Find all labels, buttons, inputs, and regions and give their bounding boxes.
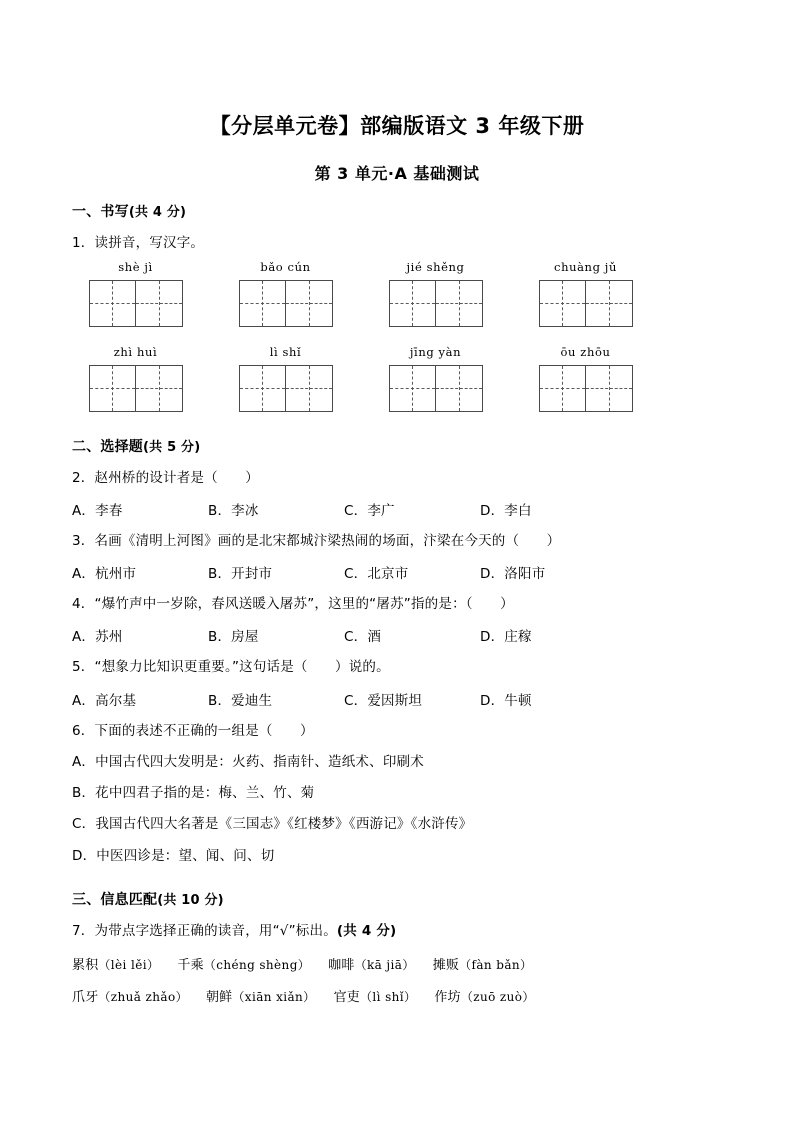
pinyin-choice-item[interactable] bbox=[433, 958, 533, 973]
pinyin-options: （kā jiā） bbox=[354, 958, 415, 973]
option-b[interactable]: B．房屋 bbox=[208, 629, 259, 646]
tianzige-cell[interactable] bbox=[286, 280, 333, 327]
word-label: 官吏 bbox=[333, 990, 360, 1006]
word-label: 累积 bbox=[72, 958, 99, 974]
tianzige-cell[interactable] bbox=[436, 365, 483, 412]
question-4-number: 4． bbox=[72, 596, 95, 613]
question-5-text: “想象力比知识更重要。”这句话是（ ）说的。 bbox=[94, 659, 390, 676]
tianzige-pair bbox=[222, 365, 349, 412]
word-label: 咖啡 bbox=[328, 958, 355, 974]
option-b[interactable]: B．开封市 bbox=[208, 566, 273, 583]
pinyin-label: jié shěng bbox=[406, 259, 465, 274]
pinyin-options: （fàn bǎn） bbox=[459, 958, 533, 973]
question-6 bbox=[72, 721, 722, 741]
question-5-number: 5． bbox=[72, 659, 95, 676]
question-7-text: 为带点字选择正确的读音，用“√”标出。 bbox=[94, 922, 337, 939]
word-label: 摊贩 bbox=[432, 958, 460, 974]
question-4 bbox=[72, 594, 722, 614]
pinyin-choice-item[interactable] bbox=[334, 990, 417, 1005]
pinyin-choice-item[interactable] bbox=[177, 958, 310, 973]
pinyin-options: （lèi lěi） bbox=[98, 958, 160, 973]
pinyin-options: （zuō zuò） bbox=[460, 990, 535, 1005]
section-score-label: (共 4 分) bbox=[128, 205, 187, 221]
word-label: 作坊 bbox=[434, 990, 461, 1006]
option-a[interactable]: A．中国古代四大发明是：火药、指南针、造纸术、印刷术 bbox=[72, 753, 424, 770]
tianzige-pair bbox=[72, 365, 199, 412]
pinyin-choice-item[interactable] bbox=[434, 990, 534, 1005]
pinyin-label: zhì huì bbox=[113, 344, 158, 359]
pinyin-choice-item[interactable] bbox=[206, 990, 316, 1005]
option-b[interactable]: B．爱迪生 bbox=[208, 692, 273, 709]
pinyin-choice-item[interactable] bbox=[72, 990, 188, 1005]
option-a[interactable]: A．李春 bbox=[72, 502, 123, 519]
question-5 bbox=[72, 657, 722, 677]
tianzige-cell[interactable] bbox=[436, 280, 483, 327]
option-b[interactable]: B．李冰 bbox=[208, 502, 259, 519]
pinyin-options: （chéng shèng） bbox=[203, 958, 311, 973]
word-label: 千乘 bbox=[177, 958, 204, 974]
option-a[interactable]: A．苏州 bbox=[72, 629, 123, 646]
question-6-number: 6． bbox=[72, 722, 95, 739]
pinyin-label: bǎo cún bbox=[260, 259, 311, 274]
option-c[interactable]: C．爱因斯坦 bbox=[344, 692, 423, 709]
option-c[interactable]: C．酒 bbox=[344, 629, 382, 646]
page-subtitle: 第 3 单元·A 基础测试 bbox=[314, 164, 480, 184]
tianzige-cell[interactable] bbox=[239, 365, 286, 412]
option-c[interactable]: C．李广 bbox=[344, 502, 395, 519]
writing-grid-group bbox=[222, 260, 349, 327]
word-label: 爪牙 bbox=[72, 990, 99, 1006]
tianzige-cell[interactable] bbox=[89, 365, 136, 412]
question-4-text: “爆竹声中一岁除，春风送暖入屠苏”，这里的“屠苏”指的是：（ ） bbox=[94, 596, 514, 613]
pinyin-label: shè jì bbox=[118, 259, 153, 274]
tianzige-pair bbox=[222, 280, 349, 327]
question-1 bbox=[72, 233, 722, 253]
option-d[interactable]: D．洛阳市 bbox=[480, 566, 546, 583]
tianzige-pair bbox=[72, 280, 199, 327]
writing-grid-block bbox=[72, 260, 722, 412]
pinyin-label: jīng yàn bbox=[409, 344, 462, 359]
pinyin-choice-row bbox=[72, 954, 722, 973]
section-heading-label: 三、信息匹配 bbox=[72, 891, 158, 908]
writing-grid-group bbox=[372, 345, 499, 412]
tianzige-cell[interactable] bbox=[389, 280, 436, 327]
tianzige-cell[interactable] bbox=[586, 365, 633, 412]
writing-grid-row bbox=[72, 260, 722, 327]
writing-grid-group bbox=[372, 260, 499, 327]
question-5-options bbox=[72, 689, 722, 709]
section-heading-label: 一、书写 bbox=[72, 204, 129, 221]
question-1-number: 1． bbox=[72, 235, 95, 252]
tianzige-cell[interactable] bbox=[539, 365, 586, 412]
section-score-label: (共 5 分) bbox=[143, 439, 201, 455]
tianzige-cell[interactable] bbox=[286, 365, 333, 412]
section-header-multiple-choice bbox=[72, 436, 722, 456]
option-c[interactable]: C．北京市 bbox=[344, 566, 409, 583]
writing-grid-group bbox=[522, 260, 649, 327]
writing-grid-group bbox=[522, 345, 649, 412]
question-7 bbox=[72, 921, 722, 941]
pinyin-options: （zhuǎ zhǎo） bbox=[98, 990, 188, 1005]
tianzige-cell[interactable] bbox=[539, 280, 586, 327]
tianzige-cell[interactable] bbox=[136, 365, 183, 412]
tianzige-pair bbox=[522, 365, 649, 412]
tianzige-pair bbox=[372, 365, 499, 412]
pinyin-options: （xiān xiǎn） bbox=[232, 990, 316, 1005]
question-7-score: (共 4 分) bbox=[336, 922, 397, 939]
section-header-writing bbox=[72, 201, 722, 221]
tianzige-pair bbox=[372, 280, 499, 327]
question-3-number: 3． bbox=[72, 532, 95, 549]
section-heading-label: 二、选择题 bbox=[72, 438, 143, 455]
pinyin-label: ōu zhōu bbox=[560, 344, 611, 359]
question-4-options bbox=[72, 625, 722, 645]
option-a[interactable]: A．高尔基 bbox=[72, 692, 137, 709]
writing-grid-group bbox=[72, 260, 199, 327]
pinyin-label: lì shǐ bbox=[269, 344, 302, 359]
question-3-text: 名画《清明上河图》画的是北宋都城汴梁热闹的场面，汴梁在今天的（ ） bbox=[94, 532, 561, 549]
tianzige-cell[interactable] bbox=[239, 280, 286, 327]
pinyin-options: （lì shǐ） bbox=[360, 990, 417, 1005]
writing-grid-row bbox=[72, 345, 722, 412]
pinyin-label: chuàng jǔ bbox=[554, 259, 617, 274]
question-3 bbox=[72, 531, 722, 551]
question-3-options bbox=[72, 562, 722, 582]
tianzige-cell[interactable] bbox=[586, 280, 633, 327]
question-2-options bbox=[72, 499, 722, 519]
tianzige-cell[interactable] bbox=[89, 280, 136, 327]
writing-grid-group bbox=[222, 345, 349, 412]
section-header-information-matching bbox=[72, 889, 722, 909]
tianzige-cell[interactable] bbox=[389, 365, 436, 412]
question-7-number: 7． bbox=[72, 922, 95, 939]
option-d[interactable]: D．牛顿 bbox=[480, 692, 532, 709]
tianzige-pair bbox=[522, 280, 649, 327]
pinyin-choice-item[interactable] bbox=[72, 958, 159, 973]
writing-grid-group bbox=[72, 345, 199, 412]
question-2-number: 2． bbox=[72, 469, 95, 486]
question-6-text: 下面的表述不正确的一组是（ ） bbox=[94, 722, 314, 739]
pinyin-choice-item[interactable] bbox=[328, 958, 415, 973]
option-b[interactable]: B．花中四君子指的是：梅、兰、竹、菊 bbox=[72, 785, 315, 802]
pinyin-choice-row bbox=[72, 986, 722, 1005]
word-label: 朝鲜 bbox=[205, 990, 233, 1006]
page-title: 【分层单元卷】部编版语文 3 年级下册 bbox=[209, 114, 585, 138]
option-d[interactable]: D．李白 bbox=[480, 502, 532, 519]
option-d[interactable]: D．庄稼 bbox=[480, 629, 532, 646]
question-2 bbox=[72, 468, 722, 488]
question-1-text: 读拼音，写汉字。 bbox=[94, 235, 205, 252]
option-d[interactable]: D．中医四诊是：望、闻、问、切 bbox=[72, 847, 275, 864]
option-a[interactable]: A．杭州市 bbox=[72, 566, 137, 583]
option-c[interactable]: C．我国古代四大名著是《三国志》《红楼梦》《西游记》《水浒传》 bbox=[72, 816, 473, 833]
question-2-text: 赵州桥的设计者是（ ） bbox=[94, 469, 259, 486]
section-score-label: (共 10 分) bbox=[157, 892, 224, 908]
tianzige-cell[interactable] bbox=[136, 280, 183, 327]
